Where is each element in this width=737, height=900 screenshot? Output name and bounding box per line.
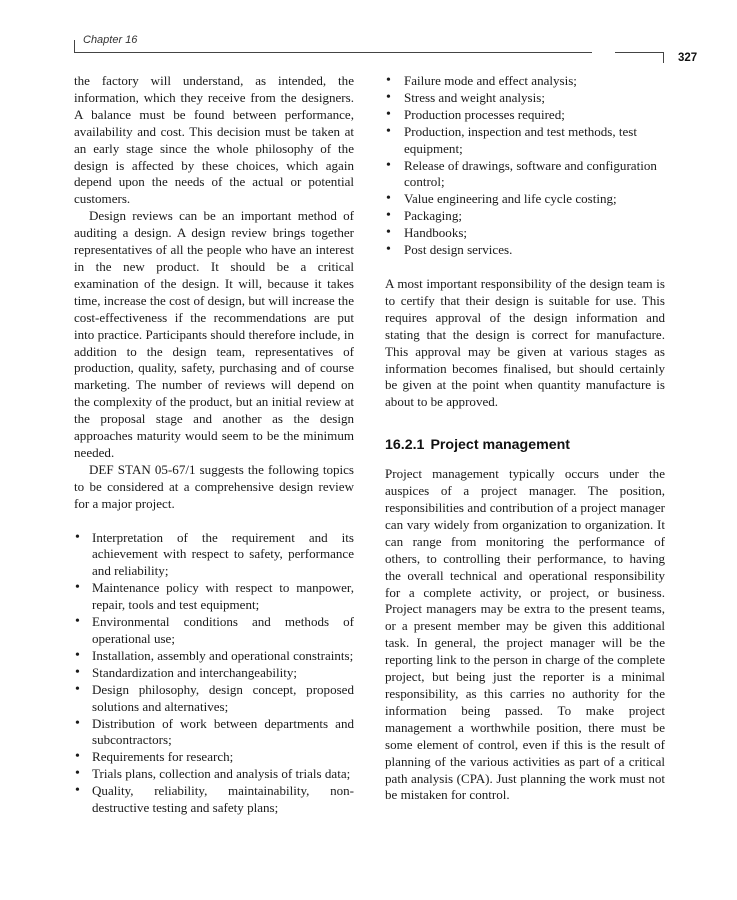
header-rule-tick-right: [663, 52, 664, 63]
header-rule-right: [615, 52, 663, 53]
spacer: [385, 454, 665, 466]
design-review-topics-list: [74, 530, 354, 817]
left-paragraph-design-reviews: Design reviews can be an important method of auditing a design. A design review brings together representatives of all the people who have an interest in the new product. It should be a critical examination of the design. It will, because it takes time, increase the cost of design, but will increase the cost-effectiveness if the recommendations are put into practice. Participants should therefore include, in addition to the design team, representatives of production, quality, safety, purchasing and of course marketing. The number of reviews will depend on the complexity of the product, but an initial review at the proposal stage and another as the design approaches maturity would seem to be the minimum needed.: [74, 208, 354, 460]
right-paragraph-certify-design: A most important responsibility of the design team is to certify that their design is suitable for use. This requires approval of the design information and stating that the design is correct for manufacture. This approval may be given at various stages as information becomes finalised, but should certainly be given at the point when quantity manufacture is about to be approved.: [385, 275, 665, 410]
right-paragraph-project-management: Project management typically occurs under the auspices of a project manager. The position, responsibilities and contribution of a project manager can vary widely from organization to organization. It can range from monitoring the performance of others, to controlling their performance, to having the overall technical and operational responsibility for a complete activity, or project, or business. Project managers may be extra to the present teams, or a present member may be given this additional task. In general, the project manager will be the reporting link to the person in charge of the complete project, but being just the reporter is a minimal responsibility, as this carries no authority for the information being passed. To make project management a worthwhile position, there must be some element of control, even if this is the result of planning of the various activities as part of a critical path analysis (CPA). Just planning the work must not be mistaken for control.: [385, 466, 665, 803]
list-item: • Handbooks;: [385, 225, 665, 242]
right-column: [385, 73, 665, 804]
list-item: • Production processes required;: [385, 107, 665, 124]
list-item: • Design philosophy, design concept, proposed solutions and alternatives;: [74, 682, 354, 716]
list-item: • Quality, reliability, maintainability, non-destructive testing and safety plans;: [74, 783, 354, 817]
running-header-chapter: Chapter 16: [83, 34, 138, 46]
list-item: • Installation, assembly and operational constraints;: [74, 648, 354, 665]
list-item: • Failure mode and effect analysis;: [385, 73, 665, 90]
left-paragraph-1: the factory will understand, as intended, the information, which they receive from the designers. A balance must be found between performance, availability and cost. This decision must be taken at an early stage since the whole philosophy of the design is affected by these choices, which again depend upon the needs of the actual or potential customers.: [74, 73, 354, 207]
spacer: [385, 411, 665, 436]
list-item: • Post design services.: [385, 242, 665, 259]
left-paragraph-def-stan: DEF STAN 05-67/1 suggests the following topics to be considered at a comprehensive design review for a major project.: [74, 461, 354, 511]
header-rule-left: [74, 52, 592, 53]
spacer: [74, 513, 354, 530]
section-title: Project management: [430, 437, 571, 454]
list-item: • Maintenance policy with respect to manpower, repair, tools and test equipment;: [74, 580, 354, 614]
list-item: • Distribution of work between departments and subcontractors;: [74, 716, 354, 750]
spacer: [385, 259, 665, 276]
section-number: 16.2.1: [385, 437, 425, 454]
list-item: • Environmental conditions and methods of operational use;: [74, 614, 354, 648]
list-item: • Value engineering and life cycle costing;: [385, 191, 665, 208]
list-item: • Standardization and interchangeability;: [74, 665, 354, 682]
design-review-topics-list-continued: [385, 73, 665, 259]
list-item: • Stress and weight analysis;: [385, 90, 665, 107]
page-number: 327: [678, 52, 698, 64]
left-column: [74, 73, 354, 817]
list-item: • Requirements for research;: [74, 749, 354, 766]
list-item: • Release of drawings, software and configuration control;: [385, 158, 665, 192]
list-item: • Production, inspection and test methods, test equipment;: [385, 124, 665, 158]
list-item: • Interpretation of the requirement and its achievement with respect to safety, performance and reliability;: [74, 530, 354, 581]
list-item: • Packaging;: [385, 208, 665, 225]
list-item: • Trials plans, collection and analysis of trials data;: [74, 766, 354, 783]
section-heading: [385, 436, 665, 454]
